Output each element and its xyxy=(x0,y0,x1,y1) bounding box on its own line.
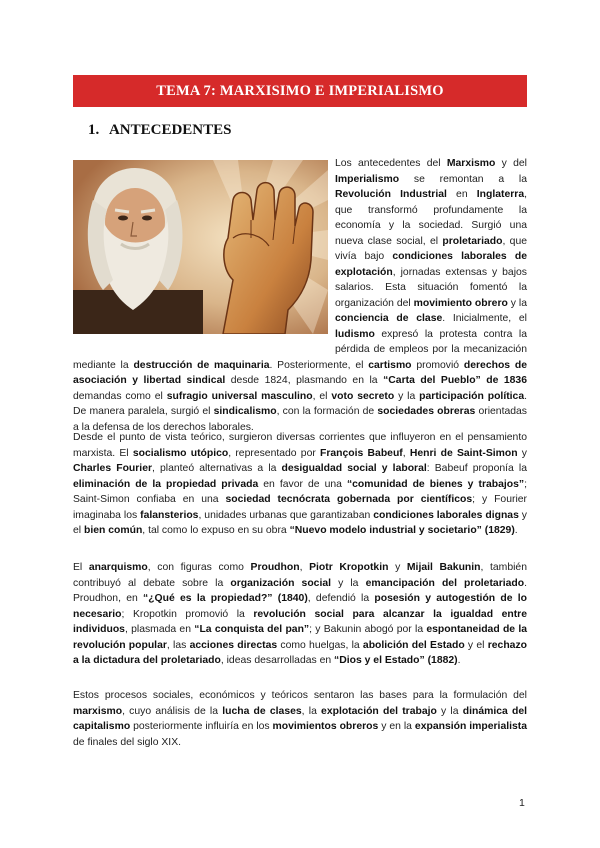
bold-term: abolición del Estado xyxy=(362,639,465,651)
bold-term: “La conquista del pan” xyxy=(194,624,310,635)
paragraph-2: Desde el punto de vista teórico, surgieron diversas corrientes que influyeron en el pensamiento marxista. El socialismo utópico, representado por François Babeuf, Henri de Saint-Simon y Charles Fourier, planteó alternativas a la desigualdad social y laboral: Babeuf proponía la eliminación de la propiedad privada en favor de una “comunidad de bienes y trabajos”; Saint-Simon confiaba en una sociedad tecnócrata gobernada por científicos; y Fourier imaginaba los falansterios, unidades urbanas que garantizaban condiciones laborales dignas y el bien común, tal como lo expuso en su obra “Nuevo modelo industrial y societario” (1829). xyxy=(73,432,527,536)
section-number: 1. xyxy=(88,122,100,138)
bold-term: condiciones laborales de explotación xyxy=(335,251,527,278)
bold-term: desigualdad social y laboral xyxy=(281,463,427,474)
bold-term: espontaneidad de la revolución popular xyxy=(73,624,528,651)
paragraph-1 xyxy=(73,156,527,435)
bold-term: cartismo xyxy=(368,359,412,371)
bold-term: derechos de asociación y libertad sindical xyxy=(73,359,528,386)
bold-term: voto secreto xyxy=(331,390,395,402)
bold-term: Proudhon xyxy=(250,562,300,573)
bold-term: rechazo a la dictadura del proletariado xyxy=(73,639,527,666)
bold-term: sufragio universal masculino xyxy=(166,390,313,402)
bold-term: emancipación del proletariado xyxy=(365,577,525,589)
bold-term: “Dios y el Estado” (1882) xyxy=(334,655,458,666)
paragraph-1-content: Los antecedentes del Marxismo y del Imperialismo se remontan a la Revolución Industrial en Inglaterra, que transformó profundamente la economía y la sociedad. Surgió una nueva clase social, el proletariado, que vivía bajo condiciones laborales de explotación, jornadas extensas y bajos salarios. Esta situación fomentó la organización del movimiento obrero y la conciencia de clase. Inicialmente, el ludismo expresó la protesta contra la pérdida de empleos por la mecanización mediante la destrucción de maquinaria. Posteriormente, el cartismo promovió derechos de asociación y libertad sindical desde 1824, plasmando en la “Carta del Pueblo” de 1836 demandas como el sufragio universal masculino, el voto secreto y la participación política. De manera paralela, surgió el sindicalismo, con la formación de sociedades obreras orientadas a la defensa de los derechos laborales. xyxy=(73,158,528,433)
bold-term: “¿Qué es la propiedad?” (1840) xyxy=(143,593,308,604)
bold-term: movimientos obreros xyxy=(272,721,379,732)
bold-term: “comunidad de bienes y trabajos” xyxy=(346,478,525,490)
bold-term: Inglaterra xyxy=(476,189,525,200)
page-number: 1 xyxy=(519,797,525,809)
paragraph-3: El anarquismo, con figuras como Proudhon, Piotr Kropotkin y Mijail Bakunin, también contribuyó al debate sobre la organización social y la emancipación del proletariado. Proudhon, en “¿Qué es la propiedad?” (1840), defendió la posesión y autogestión de lo necesario; Kropotkin promovió la revolución social para alcanzar la igualdad entre individuos, plasmada en “La conquista del pan”; y Bakunin abogó por la espontaneidad de la revolución popular, las acciones directas como huelgas, la abolición del Estado y el rechazo a la dictadura del proletariado, ideas desarrolladas en “Dios y el Estado” (1882). xyxy=(73,562,528,666)
paragraph-4: Estos procesos sociales, económicos y teóricos sentaron las bases para la formulación del marxismo, cuyo análisis de la lucha de clases, la explotación del trabajo y la dinámica del capitalismo posteriormente influiría en los movimientos obreros y en la expansión imperialista de finales del siglo XIX. xyxy=(73,690,528,748)
bold-term: condiciones laborales dignas xyxy=(373,509,519,521)
bold-term: falansterios xyxy=(140,509,199,521)
bold-term: Charles Fourier xyxy=(73,463,153,474)
bold-term: marxismo xyxy=(73,705,123,717)
bold-term: sociedad tecnócrata gobernada por científicos xyxy=(225,494,473,505)
bold-term: eliminación de la propiedad privada xyxy=(73,478,259,490)
section-heading xyxy=(88,122,231,139)
bold-term: “Nuevo modelo industrial y societario” (1829) xyxy=(289,525,515,536)
bold-term: acciones directas xyxy=(189,639,278,651)
bold-term: bien común xyxy=(83,525,143,536)
bold-term: Marxismo xyxy=(446,158,496,169)
bold-term: ludismo xyxy=(335,328,375,340)
bold-term: dinámica del capitalismo xyxy=(73,705,527,732)
bold-term: expansión imperialista xyxy=(414,721,528,732)
bold-term: lucha de clases xyxy=(222,705,302,717)
bold-term: participación política xyxy=(419,390,525,402)
bold-term: conciencia de clase xyxy=(335,313,443,324)
bold-term: Henri de Saint-Simon xyxy=(409,447,518,459)
bold-term: anarquismo xyxy=(88,562,148,573)
bold-term: proletariado xyxy=(442,235,503,247)
bold-term: explotación del trabajo xyxy=(321,705,437,717)
bold-term: sociedades obreras xyxy=(377,406,476,417)
chapter-title-banner: TEMA 7: MARXISIMO E IMPERIALISMO xyxy=(73,75,527,107)
bold-term: movimiento obrero xyxy=(413,297,508,309)
bold-term: “Carta del Pueblo” de 1836 xyxy=(383,375,527,386)
bold-term: Revolución Industrial xyxy=(335,189,447,200)
bold-term: Mijail Bakunin xyxy=(406,562,481,573)
bold-term: organización social xyxy=(230,577,331,589)
bold-term: Piotr Kropotkin xyxy=(309,562,389,573)
bold-term: destrucción de maquinaria xyxy=(133,359,270,371)
bold-term: revolución social para alcanzar la igualdad entre individuos xyxy=(73,608,528,635)
bold-term: socialismo utópico xyxy=(132,447,229,459)
bold-term: posesión y autogestión de lo necesario xyxy=(73,593,527,620)
bold-term: François Babeuf xyxy=(320,447,403,459)
bold-term: sindicalismo xyxy=(213,406,277,417)
section-title: ANTECEDENTES xyxy=(108,122,232,138)
bold-term: Imperialismo xyxy=(335,173,400,185)
